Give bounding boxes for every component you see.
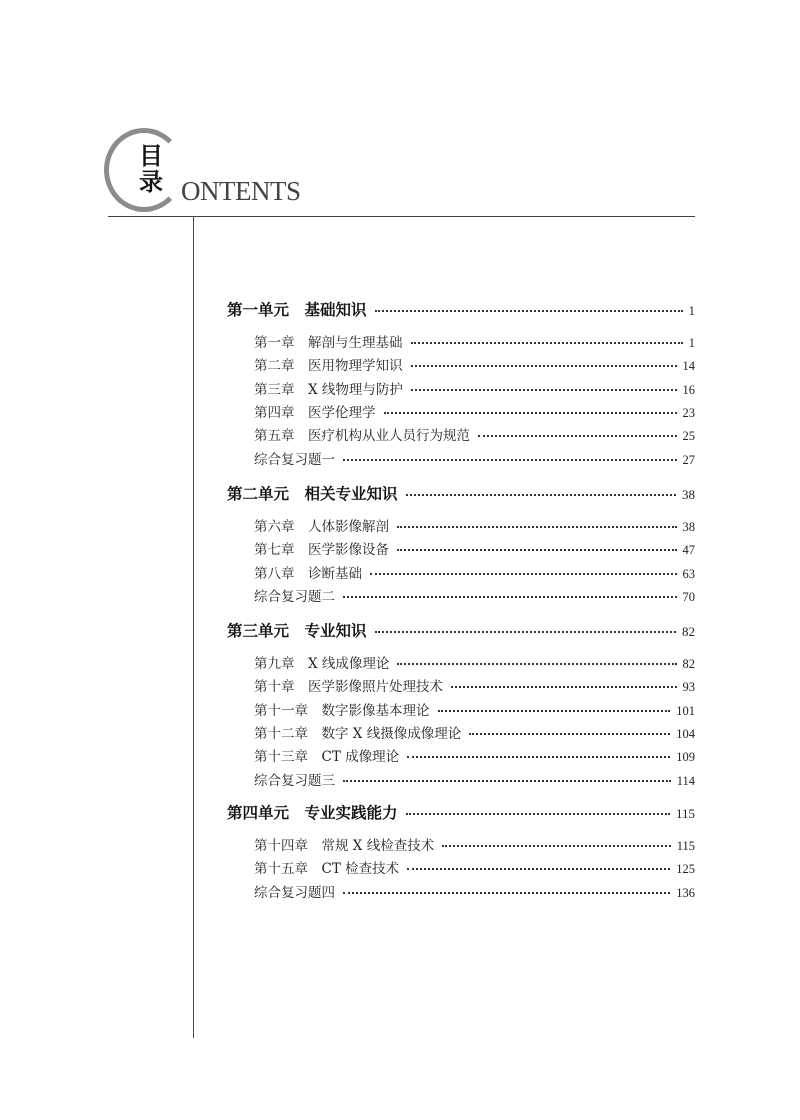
dot-leader [411, 365, 677, 367]
toc-chapter-entry-title: 第二章 医用物理学知识 [254, 358, 403, 375]
dot-leader [375, 631, 676, 633]
contents-header [0, 0, 800, 230]
toc-chapter-entry[interactable] [254, 834, 695, 854]
dot-leader [397, 549, 677, 551]
dot-leader [343, 459, 677, 461]
dot-leader [442, 845, 671, 847]
toc-chapter-entry-page-number: 70 [682, 589, 695, 604]
toc-chapter-entry-page-number: 115 [676, 839, 695, 853]
toc-chapter-entry-page-number: 38 [682, 520, 695, 534]
toc-chapter-entry[interactable] [254, 331, 695, 351]
toc-chapter-entry[interactable] [254, 562, 695, 582]
dot-leader [343, 596, 677, 598]
dot-leader [411, 342, 683, 344]
toc-chapter-entry[interactable] [254, 722, 695, 742]
dot-leader [343, 780, 671, 782]
toc-chapter-entry-page-number: 109 [676, 750, 695, 765]
dot-leader [469, 733, 670, 735]
toc-chapter-entry[interactable] [254, 515, 695, 535]
toc-chapter-entry-page-number: 14 [682, 359, 695, 374]
toc-unit-entry-title: 第三单元 专业知识 [227, 621, 367, 640]
toc-chapter-entry-title: 综合复习题二 [254, 588, 335, 605]
toc-chapter-entry-title: 第十二章 数字 X 线摄像成像理论 [254, 725, 462, 742]
toc-chapter-entry[interactable] [254, 652, 695, 672]
toc-unit-entry-page-number: 38 [682, 487, 695, 502]
toc-chapter-entry-title: 第八章 诊断基础 [254, 565, 362, 582]
toc-chapter-entry-page-number: 27 [682, 452, 695, 467]
toc-chapter-entry-page-number: 63 [682, 566, 695, 581]
toc-chapter-entry[interactable] [254, 538, 695, 558]
toc-chapter-entry-title: 第十四章 常规 X 线检查技术 [254, 838, 435, 854]
toc-chapter-entry-page-number: 101 [676, 703, 695, 718]
toc-chapter-entry[interactable] [254, 881, 695, 901]
toc-unit-entry-page-number: 1 [688, 303, 695, 318]
dot-leader [343, 892, 670, 894]
toc-chapter-entry-title: 第七章 医学影像设备 [254, 542, 389, 559]
toc-unit-entry[interactable] [227, 482, 695, 504]
toc-chapter-entry-page-number: 104 [676, 726, 695, 741]
toc-chapter-entry-page-number: 23 [682, 405, 695, 420]
toc-chapter-entry-title: 第五章 医疗机构从业人员行为规范 [254, 428, 470, 445]
toc-chapter-entry-title: 第十五章 CT 检查技术 [254, 861, 400, 878]
toc-chapter-entry-title: 第十三章 CT 成像理论 [254, 749, 400, 766]
toc-chapter-entry-title: 第九章 X 线成像理论 [254, 656, 390, 672]
dot-leader [397, 663, 676, 665]
dot-leader [478, 435, 677, 437]
toc-chapter-entry[interactable] [254, 585, 695, 605]
toc-chapter-entry[interactable] [254, 378, 695, 398]
toc-chapter-entry-page-number: 47 [682, 543, 695, 558]
toc-chapter-entry-title: 第一章 解剖与生理基础 [254, 335, 403, 351]
dot-leader [406, 494, 676, 496]
toc-chapter-entry-title: 综合复习题四 [254, 884, 335, 901]
toc-chapter-entry-title: 第十一章 数字影像基本理论 [254, 702, 430, 719]
dot-leader [384, 412, 677, 414]
toc-chapter-entry-page-number: 1 [688, 336, 695, 350]
toc-unit-entry-page-number: 115 [675, 806, 695, 821]
toc-chapter-entry-title: 第十章 医学影像照片处理技术 [254, 679, 443, 696]
toc-unit-entry-title: 第二单元 相关专业知识 [227, 484, 398, 503]
toc-chapter-entry-title: 综合复习题三 [254, 772, 335, 789]
toc-chapter-entry-page-number: 125 [676, 862, 695, 877]
contents-title-en: ONTENTS [181, 176, 301, 206]
toc-chapter-entry-page-number: 25 [682, 429, 695, 444]
dot-leader [438, 710, 671, 712]
toc-chapter-entry-page-number: 16 [682, 382, 695, 397]
toc-unit-entry[interactable] [227, 619, 695, 641]
toc-chapter-entry-page-number: 82 [682, 657, 695, 671]
dot-leader [370, 573, 677, 575]
dot-leader [411, 389, 677, 391]
toc-chapter-entry-title: 第三章 X 线物理与防护 [254, 381, 403, 398]
margin-rule [193, 216, 194, 1038]
dot-leader [375, 310, 683, 312]
toc-chapter-entry[interactable] [254, 448, 695, 468]
dot-leader [406, 813, 670, 815]
toc-unit-entry[interactable] [227, 298, 695, 320]
toc-chapter-entry-title: 综合复习题一 [254, 451, 335, 468]
dot-leader [407, 756, 670, 758]
toc-chapter-entry[interactable] [254, 769, 695, 789]
toc-chapter-entry[interactable] [254, 424, 695, 444]
toc-chapter-entry[interactable] [254, 857, 695, 877]
toc-unit-entry-page-number: 82 [682, 624, 695, 639]
toc-chapter-entry[interactable] [254, 699, 695, 719]
toc-chapter-entry[interactable] [254, 675, 695, 695]
header-rule [108, 216, 695, 217]
toc-unit-entry-title: 第一单元 基础知识 [227, 300, 367, 319]
toc-chapter-entry-title: 第六章 人体影像解剖 [254, 519, 389, 535]
dot-leader [397, 526, 677, 528]
toc-chapter-entry[interactable] [254, 354, 695, 374]
toc-chapter-entry-page-number: 93 [682, 680, 695, 695]
toc-chapter-entry-page-number: 114 [676, 773, 695, 788]
dot-leader [407, 868, 670, 870]
contents-title-cn: 目录 [139, 142, 163, 196]
toc-unit-entry-title: 第四单元 专业实践能力 [227, 803, 398, 822]
toc-chapter-entry-title: 第四章 医学伦理学 [254, 404, 376, 421]
toc-unit-entry[interactable] [227, 801, 695, 823]
dot-leader [451, 686, 677, 688]
toc-chapter-entry[interactable] [254, 401, 695, 421]
toc-chapter-entry[interactable] [254, 745, 695, 765]
toc-chapter-entry-page-number: 136 [676, 885, 695, 900]
